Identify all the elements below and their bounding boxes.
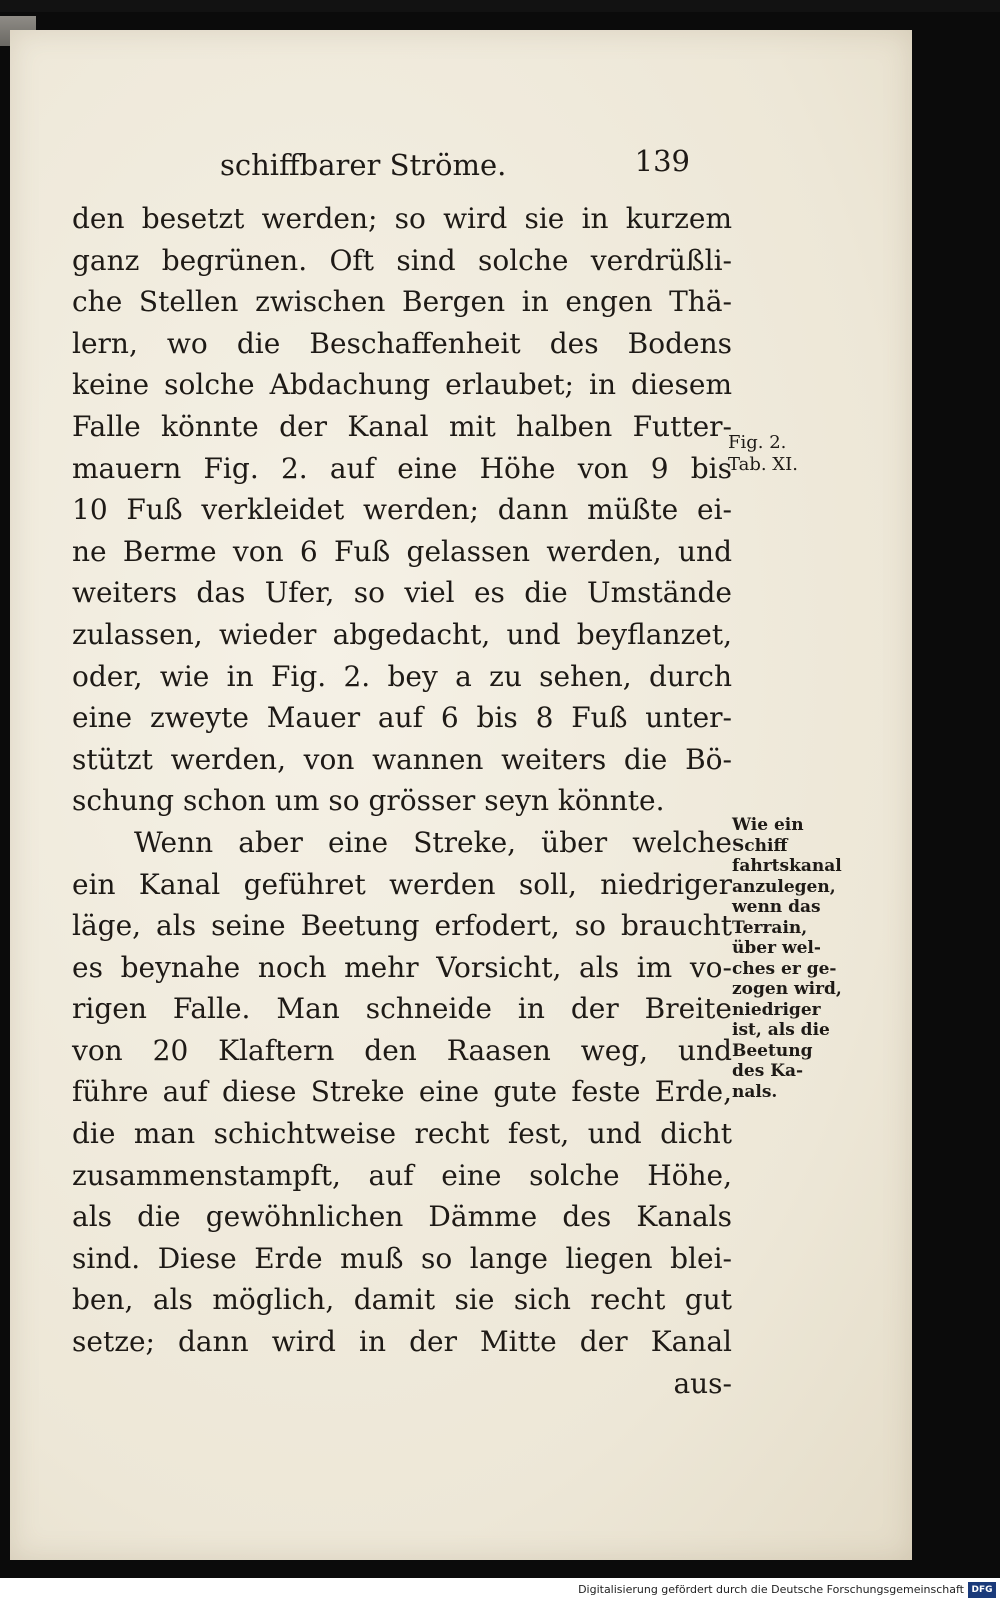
text-line: rigen Falle. Man schneide in der Breite <box>72 992 732 1026</box>
text-line: eine zweyte Mauer auf 6 bis 8 Fuß unter- <box>72 701 732 735</box>
running-head: schiffbarer Ströme. <box>220 148 507 182</box>
page-number: 139 <box>634 144 690 178</box>
text-line: 10 Fuß verkleidet werden; dann müßte ei- <box>72 493 732 527</box>
text-line: keine solche Abdachung erlaubet; in diesem <box>72 368 732 402</box>
margin-line: anzulegen, <box>732 876 836 897</box>
text-line: den besetzt werden; so wird sie in kurzem <box>72 202 732 235</box>
text-line: oder, wie in Fig. 2. bey a zu sehen, durch <box>72 659 732 693</box>
margin-line: Schiff <box>732 835 788 856</box>
book-page <box>10 30 912 1560</box>
text-line: ein Kanal geführet werden soll, niedriger <box>72 867 732 901</box>
text-line: che Stellen zwischen Bergen in engen Thä- <box>72 285 732 319</box>
text-line: die man schichtweise recht fest, und dicht <box>72 1117 732 1151</box>
digitization-footer <box>0 1578 1000 1605</box>
text-line: es beynahe noch mehr Vorsicht, als im vo- <box>72 950 732 984</box>
margin-line: niedriger <box>732 999 821 1020</box>
text-line: Wenn aber eine Streke, über welche <box>134 825 732 859</box>
side-note <box>732 815 857 1102</box>
body-text <box>72 198 732 1404</box>
text-line: von 20 Klaftern den Raasen weg, und <box>72 1033 732 1067</box>
margin-line: ist, als die <box>732 1020 830 1040</box>
page-header <box>220 144 690 194</box>
text-line: ne Berme von 6 Fuß gelassen werden, und <box>72 534 732 568</box>
margin-line: Beetung <box>732 1040 813 1061</box>
text-line: läge, als seine Beetung erfodert, so braucht <box>72 909 732 943</box>
margin-line: über wel- <box>732 938 821 958</box>
margin-line: nals. <box>732 1081 778 1102</box>
dfg-logo-icon: DFG <box>968 1582 996 1598</box>
text-line: mauern Fig. 2. auf eine Höhe von 9 bis <box>72 451 732 485</box>
funding-credit: Digitalisierung gefördert durch die Deutsche Forschungsgemeinschaft <box>578 1583 964 1596</box>
margin-line: ches er ge- <box>732 958 837 979</box>
text-line: sind. Diese Erde muß so lange liegen blei- <box>72 1241 732 1275</box>
text-line: führe auf diese Streke eine gute feste Erde, <box>72 1075 732 1109</box>
figure-reference-note <box>728 432 838 476</box>
text-line: zusammenstampft, auf eine solche Höhe, <box>72 1158 732 1192</box>
margin-line: wenn das <box>732 897 821 917</box>
margin-line: des Ka- <box>732 1061 804 1081</box>
margin-line: Tab. XI. <box>728 454 798 475</box>
text-line: als die gewöhnlichen Dämme des Kanals <box>72 1200 732 1234</box>
text-line: Falle könnte der Kanal mit halben Futter- <box>72 409 732 443</box>
margin-line: zogen wird, <box>732 979 842 999</box>
margin-line: Wie ein <box>732 815 804 835</box>
text-line: weiters das Ufer, so viel es die Umstände <box>72 576 732 610</box>
catchword: aus- <box>673 1366 732 1400</box>
text-line: ben, als möglich, damit sie sich recht gut <box>72 1283 732 1317</box>
text-line: schung schon um so grösser seyn könnte. <box>72 784 665 818</box>
margin-line: Terrain, <box>732 917 808 938</box>
margin-line: fahrtskanal <box>732 856 842 876</box>
text-line: zulassen, wieder abgedacht, und beyflanzet, <box>72 617 732 651</box>
text-line: lern, wo die Beschaffenheit des Bodens <box>72 326 732 360</box>
margin-line: Fig. 2. <box>728 432 787 453</box>
scan-top-border <box>0 0 1000 12</box>
text-line: setze; dann wird in der Mitte der Kanal <box>72 1325 732 1359</box>
text-line: stützt werden, von wannen weiters die Bö- <box>72 742 732 776</box>
text-line: ganz begrünen. Oft sind solche verdrüßli- <box>72 243 732 277</box>
